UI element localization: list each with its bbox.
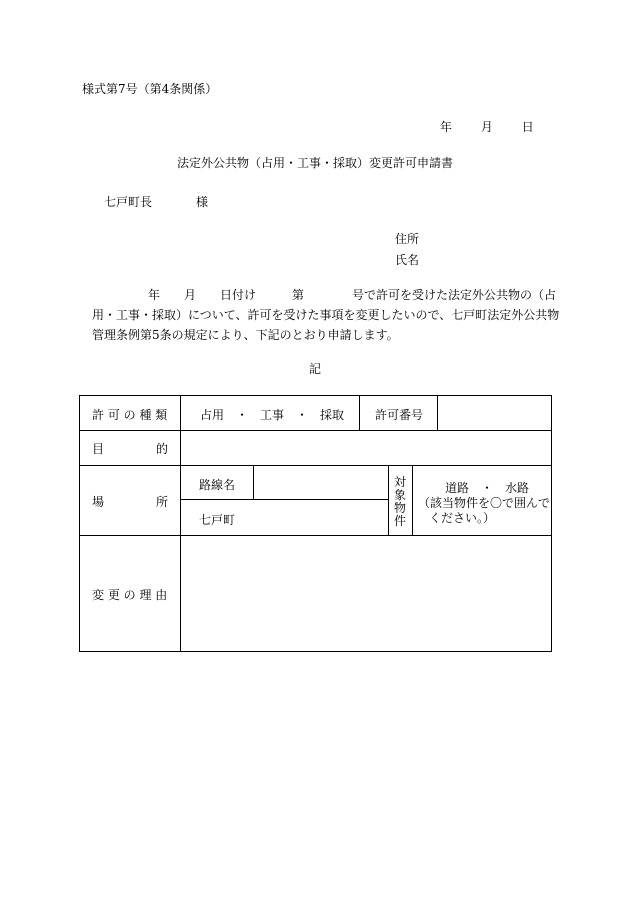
addressee-name: 七戸町長 (104, 195, 153, 209)
route-name-label: 路線名 (199, 478, 236, 492)
label-column-divider (180, 396, 181, 651)
purpose-label-second: 的 (156, 442, 169, 456)
route-name-field[interactable] (258, 469, 384, 496)
row-divider (80, 430, 551, 431)
addressee (104, 193, 208, 210)
location-inner-divider (180, 499, 388, 500)
target-note-line-2: ください。） (429, 511, 496, 525)
date-year: 年 (440, 120, 453, 134)
target-note-line-1: （該当物件を〇で囲んで (418, 496, 551, 510)
column-divider (437, 396, 438, 430)
permit-number-field[interactable] (442, 399, 546, 427)
change-reason-label: 変 更 の 理 由 (92, 588, 168, 602)
purpose-field[interactable] (184, 433, 546, 461)
location-label-second: 所 (156, 495, 169, 509)
ki-heading: 記 (308, 362, 321, 376)
date-month: 月 (480, 120, 493, 134)
address-label: 住所 (395, 232, 420, 246)
body-paragraph (92, 285, 562, 345)
column-divider (359, 396, 360, 430)
row-divider (80, 465, 551, 466)
name-label: 氏名 (395, 253, 420, 267)
body-line-2: 用・工事・採取）について、許可を受けた事項を変更したいので、七戸町法定外公共物 (92, 308, 560, 322)
form-id: 様式第7号（第4条関係） (82, 82, 218, 96)
date-line (440, 118, 534, 135)
target-options[interactable]: 道路 ・ 水路 (445, 481, 530, 495)
town-prefix: 七戸町 (199, 513, 236, 527)
permit-type-options: 占用 ・ 工事 ・ 採取 (200, 408, 345, 422)
addressee-honorific: 様 (196, 195, 209, 209)
application-table (79, 395, 552, 652)
purpose-label-first: 目 (92, 442, 105, 456)
permit-type-label: 許 可 の 種 類 (92, 408, 168, 422)
target-property-label: 対象物件 (393, 475, 406, 528)
document-title: 法定外公共物（占用・工事・採取）変更許可申請書 (176, 156, 453, 170)
change-reason-field[interactable] (184, 539, 546, 647)
column-divider (412, 465, 413, 535)
location-label-first: 場 (92, 495, 105, 509)
column-divider (388, 465, 389, 535)
column-divider (253, 465, 254, 499)
permit-number-label: 許可番号 (375, 408, 424, 422)
body-line-1: 年 月 日付け 第 号で許可を受けた法定外公共物の（占 (148, 288, 557, 302)
date-day: 日 (521, 120, 534, 134)
body-line-3: 管理条例第5条の規定により、下記のとおり申請します。 (92, 328, 399, 342)
row-divider (80, 535, 551, 536)
